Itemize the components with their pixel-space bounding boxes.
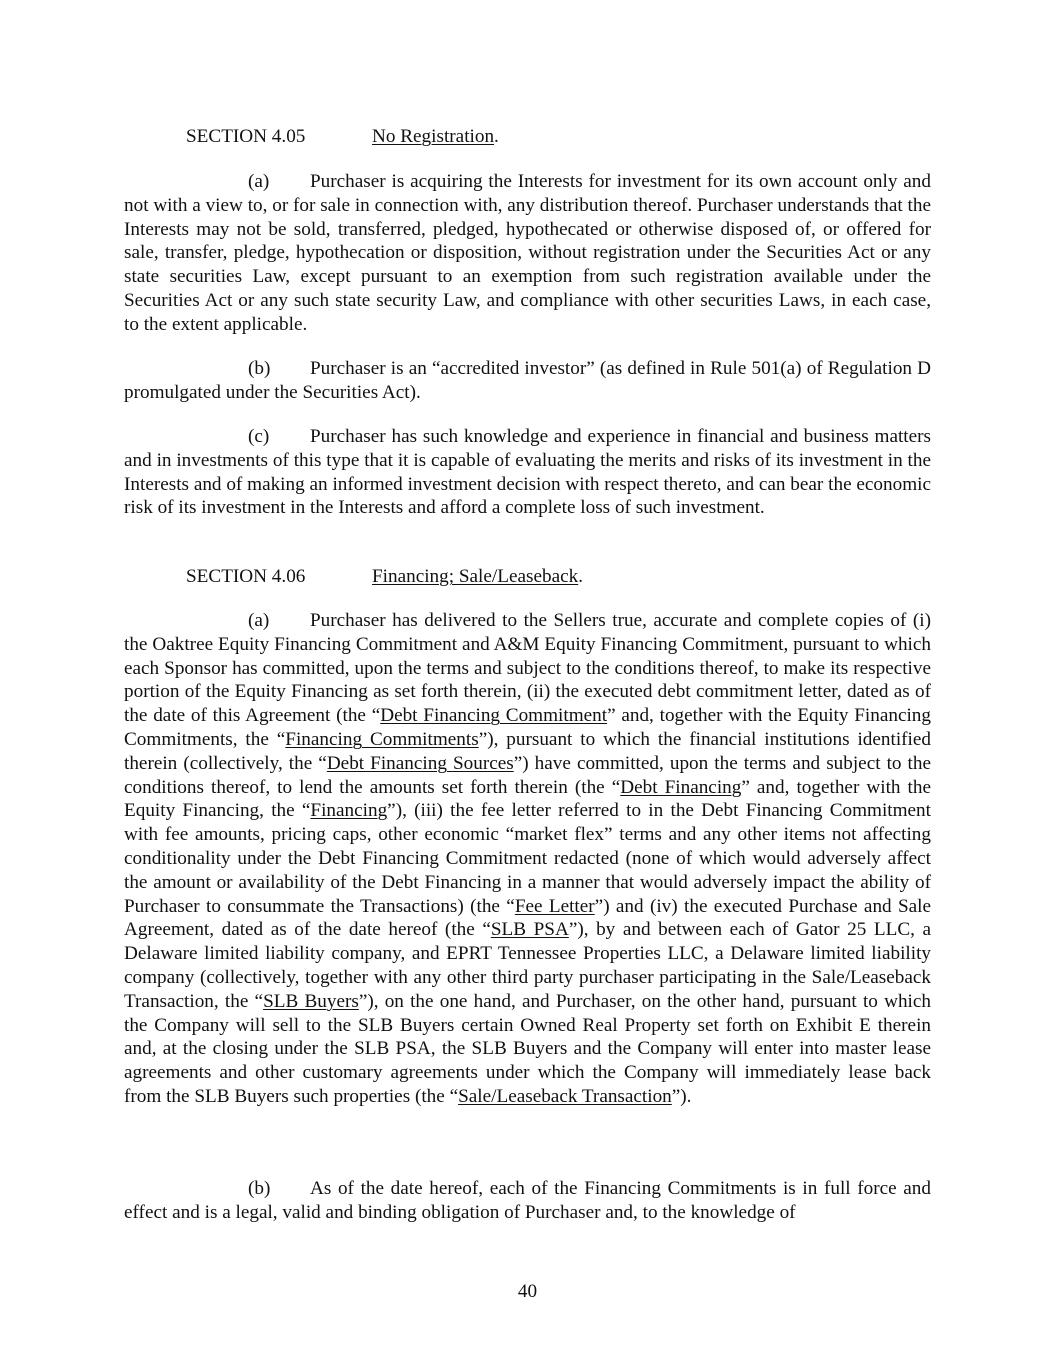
paragraph-label: (b): [248, 1178, 271, 1199]
paragraph-label: (a): [248, 610, 270, 631]
defined-term: Financing Commitments: [285, 728, 479, 750]
defined-term: SLB Buyers: [263, 990, 359, 1012]
paragraph-text: Purchaser has such knowledge and experience in financial and business matters and in investments of this type that it is capable of evaluating the merits and risks of its investment in the Interests and of making an informed investment decision with respect thereto, and can bear the economic risk of its investment in the Interests and afford a complete loss of such investment.: [124, 426, 931, 519]
defined-term: Debt Financing Commitment: [380, 705, 608, 727]
section-4-05-heading: SECTION 4.05 No Registration.: [186, 126, 499, 147]
paragraph-4-06-a: (a) Purchaser has delivered to the Sellers true, accurate and complete copies of (i) the Oaktree Equity Financing Commitment and A&M Equity Financing Commitment, pursuant to which each Sponsor has committed, upon the terms and subject to the conditions thereof, to make its respective portion of the Equity Financing as set forth therein, (ii) the executed debt commitment letter, dated as of the date of this Agreement (the “Debt Financing Commitment” and, together with the Equity Financing Commitments, the “Financing Commitments”), pursuant to which the financial institutions identified therein (collectively, the “Debt Financing Sources”) have committed, upon the terms and subject to the conditions thereof, to lend the amounts set forth therein (the “Debt Financing” and, together with the Equity Financing, the “Financing”), (iii) the fee letter referred to in the Debt Financing Commitment with fee amounts, pricing caps, other economic “market flex” terms and any other items not affecting conditionality under the Debt Financing Commitment redacted (none of which would adversely affect the amount or availability of the Debt Financing in a manner that would adversely impact the ability of Purchaser to consummate the Transactions) (the “Fee Letter”) and (iv) the executed Purchase and Sale Agreement, dated as of the date hereof (the “SLB PSA”), by and between each of Gator 25 LLC, a Delaware limited liability company, and EPRT Tennessee Properties LLC, a Delaware limited liability company (collectively, together with any other third party purchaser participating in the Sale/Leaseback Transaction, the “SLB Buyers”), on the one hand, and Purchaser, on the other hand, pursuant to which the Company will sell to the SLB Buyers certain Owned Real Property set forth on Exhibit E therein and, at the closing under the SLB PSA, the SLB Buyers and the Company will enter into master lease agreements and other customary agreements under which the Company will immediately lease back from the SLB Buyers such properties (the “Sale/Leaseback Transaction”).: [124, 610, 932, 1107]
paragraph-label: (c): [248, 426, 270, 447]
section-number: SECTION 4.05: [186, 126, 306, 147]
paragraph-4-06-b: [124, 1177, 931, 1225]
paragraph-text: Purchaser is acquiring the Interests for investment for its own account only and not with a view to, or for sale in connection with, any distribution thereof. Purchaser understands that the Interests may not be sold, transferred, pledged, hypothecated or otherwise disposed of, or offered for sale, transfer, pledge, hypothecation or disposition, without registration under the Securities Act or any state securities Law, except pursuant to an exemption from such registration available under the Securities Act or any such state security Law, and compliance with other securities Laws, in each case, to the extent applicable.: [124, 171, 931, 335]
paragraph-4-05-c: [124, 425, 931, 520]
defined-term: SLB PSA: [490, 919, 569, 941]
section-title: No Registration: [372, 126, 495, 147]
section-number: SECTION 4.06: [186, 566, 306, 587]
page-number: 40: [517, 1281, 538, 1302]
paragraph-4-05-b: [124, 357, 931, 405]
defined-term: Financing: [310, 800, 388, 822]
section-title: Financing; Sale/Leaseback: [372, 566, 579, 587]
section-4-06-heading: SECTION 4.06 Financing; Sale/Leaseback.: [186, 566, 583, 587]
paragraph-text: Purchaser is an “accredited investor” (as defined in Rule 501(a) of Regulation D promulgated under the Securities Act).: [124, 358, 931, 403]
paragraph-text: As of the date hereof, each of the Financing Commitments is in full force and effect and is a legal, valid and binding obligation of Purchaser and, to the knowledge of: [124, 1178, 931, 1223]
paragraph-label: (a): [248, 171, 270, 192]
defined-term: Sale/Leaseback Transaction: [458, 1085, 672, 1107]
defined-term: Debt Financing Sources: [326, 752, 514, 774]
defined-term: Debt Financing: [620, 776, 742, 798]
paragraph-label: (b): [248, 358, 271, 379]
paragraph-4-05-a: [124, 170, 931, 337]
defined-term: Fee Letter: [514, 895, 595, 917]
